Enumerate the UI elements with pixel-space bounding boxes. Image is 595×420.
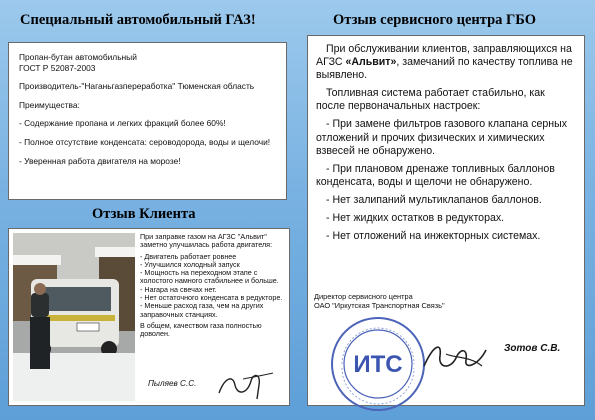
company-name: ОАО "Иркутская Транспортная Связь"	[314, 301, 445, 310]
client-list-item: - Двигатель работает ровнее	[140, 251, 237, 261]
right-header: Отзыв сервисного центра ГБО	[333, 12, 536, 28]
service-signature-block	[314, 292, 445, 310]
service-text: При обслуживании клиентов, заправляющихся на АГЗС	[316, 43, 572, 69]
client-photo	[13, 233, 135, 401]
client-text	[140, 233, 286, 342]
product-line: - Полное отсутствие конденсата: сероводорода, воды и щелочи!	[19, 136, 271, 147]
client-list-item: - Нет остаточного конденсата в редукторе.	[140, 293, 283, 303]
stamp-text: ИТС	[353, 351, 403, 378]
client-signer: Пыляев С.С.	[148, 379, 197, 388]
service-list-item: - Нет отложений на инжекторных системах.	[326, 230, 541, 243]
client-header: Отзыв Клиента	[92, 206, 196, 222]
client-review-box	[8, 228, 290, 406]
director-title: Директор сервисного центра	[314, 292, 413, 301]
service-paragraph-1	[316, 43, 576, 82]
service-list-item: - При замене фильтров газового клапана серных отложений и прочих физических и химических взвесей не обнаружено.	[316, 118, 568, 157]
product-box	[8, 42, 287, 200]
client-intro: При заправке газом на АГЗС "Альвит" заметно улучшилась работа двигателя:	[140, 232, 273, 250]
product-line: Производитель-"Наганьгазпереработка" Тюменская область	[19, 81, 255, 92]
service-review-box	[307, 35, 585, 406]
product-line: Преимущества:	[19, 99, 80, 110]
service-list	[316, 118, 576, 243]
client-list-item: - Меньше расход газа, чем на других заправочных станциях.	[140, 301, 264, 319]
brand-name: «Альвит»	[345, 56, 397, 69]
client-list-item: - Улучшился холодный запуск	[140, 259, 240, 269]
company-stamp-icon	[328, 314, 428, 414]
product-line: - Содержание пропана и легких фракций более 60%!	[19, 118, 226, 129]
product-line: - Уверенная работа двигателя на морозе!	[19, 155, 181, 166]
client-list-item: - Нагара на свечах нет.	[140, 284, 217, 294]
client-signature-icon	[213, 367, 277, 401]
service-text: , замечаний по качеству топлива не выявлено.	[316, 56, 573, 82]
service-list-item: - Нет залипаний мультиклапанов баллонов.	[326, 193, 542, 206]
left-header: Специальный автомобильный ГАЗ!	[20, 12, 256, 28]
product-line: Пропан-бутан автомобильный	[19, 52, 137, 62]
product-line: ГОСТ Р 52087-2003	[19, 62, 96, 73]
client-outro: В общем, качеством газа полностью доволен.	[140, 320, 262, 339]
service-paragraph-2: Топливная система работает стабильно, как после первоначальных настроек:	[316, 87, 545, 113]
client-photo-image	[13, 233, 135, 401]
service-list-item: - Нет жидких остатков в редукторах.	[326, 212, 505, 225]
director-signature-icon	[420, 336, 492, 378]
client-list-item: - Мощность на переходном этапе с холостого намного стабильнее и больше.	[140, 268, 279, 286]
service-list-item: - При плановом дренаже топливных баллонов конденсата, воды и щелочи не обнаружено.	[316, 162, 555, 188]
service-signer: Зотов С.В.	[504, 343, 561, 354]
